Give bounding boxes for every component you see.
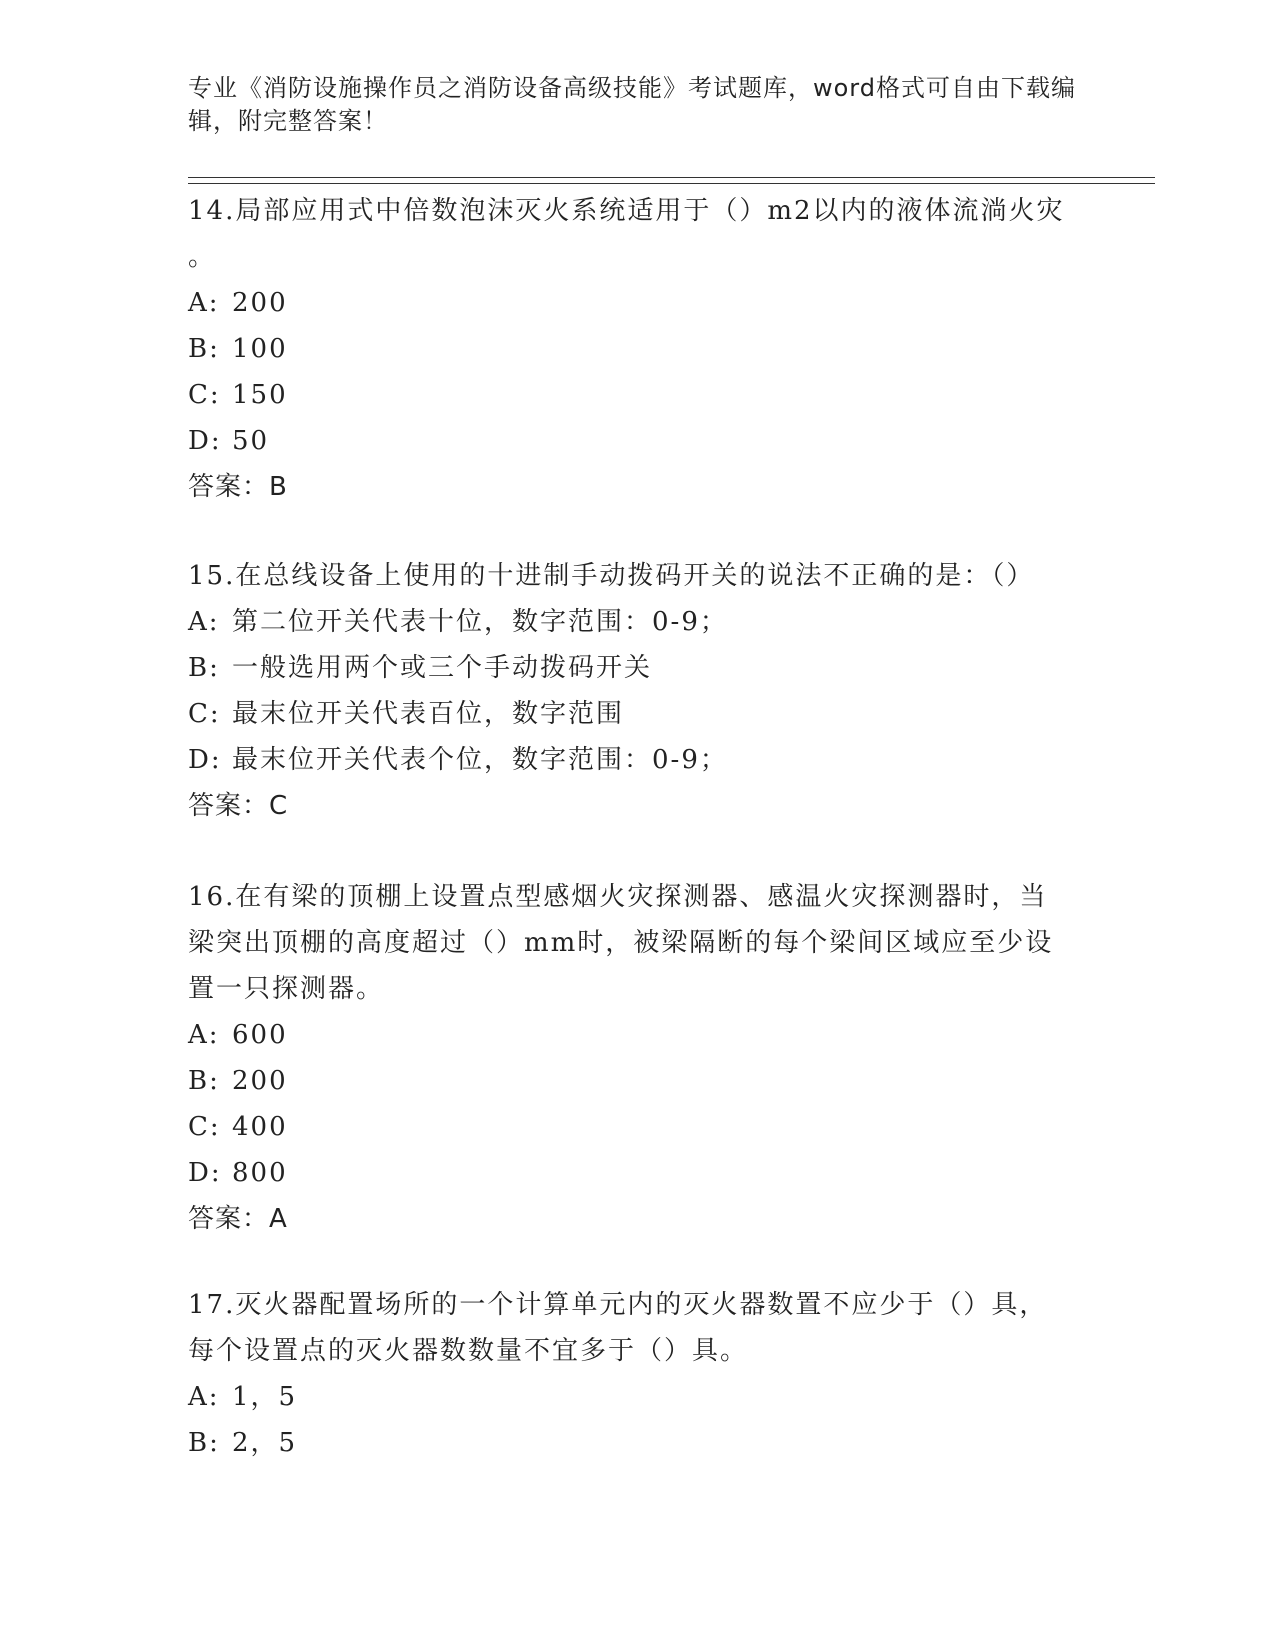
answer: 答案：B [188,472,288,502]
option-text: 一般选用两个或三个手动拨码开关 [232,653,653,683]
option-c [188,1104,1088,1150]
option-letter: B: [188,334,220,364]
option-text: 2，5 [232,1428,298,1458]
option-b [188,1420,1088,1466]
option-letter: D: [188,426,222,456]
option-letter: B: [188,1428,220,1458]
option-letter: A: [188,288,220,318]
header-divider-bottom [188,183,1155,184]
option-text: 400 [232,1112,288,1142]
question-stem-line: 14.局部应用式中倍数泡沫灭火系统适用于（）m2以内的液体流淌火灾 [188,196,1065,226]
option-b [188,326,1088,372]
question-16 [188,874,1088,1242]
option-text: 第二位开关代表十位，数字范围：0-9； [232,607,728,637]
option-text: 600 [232,1020,288,1050]
question-stem-line: 每个设置点的灭火器数数量不宜多于（）具。 [188,1336,749,1366]
option-letter: C: [188,1112,221,1142]
option-letter: D: [188,745,222,775]
question-stem-line: 梁突出顶棚的高度超过（）mm时，被梁隔断的每个梁间区域应至少设 [188,928,1054,958]
option-d [188,1150,1088,1196]
option-b [188,645,1088,691]
header-line-1: 专业《消防设施操作员之消防设备高级技能》考试题库，word格式可自由下载编 [188,74,1076,102]
question-stem-line: 。 [188,242,217,272]
option-text: 50 [232,426,270,456]
option-text: 1，5 [232,1382,298,1412]
question-stem-line: 置一只探测器。 [188,974,385,1004]
question-15 [188,553,1088,829]
option-letter: C: [188,380,221,410]
option-text: 最末位开关代表个位，数字范围：0-9； [232,745,728,775]
option-letter: A: [188,607,220,637]
option-a [188,280,1088,326]
question-stem-line: 16.在有梁的顶棚上设置点型感烟火灾探测器、感温火灾探测器时，当 [188,882,1048,912]
option-text: 最末位开关代表百位，数字范围 [232,699,625,729]
option-b [188,1058,1088,1104]
option-letter: C: [188,699,221,729]
option-a [188,1012,1088,1058]
question-14 [188,188,1088,510]
header-line-2: 辑，附完整答案！ [188,107,388,135]
option-letter: A: [188,1382,220,1412]
option-c [188,691,1088,737]
option-letter: B: [188,1066,220,1096]
answer: 答案：A [188,1204,288,1234]
header-divider-top [188,177,1155,178]
option-letter: D: [188,1158,222,1188]
option-a [188,1374,1088,1420]
question-stem-line: 17.灭火器配置场所的一个计算单元内的灭火器数置不应少于（）具， [188,1290,1048,1320]
option-text: 800 [232,1158,288,1188]
option-text: 200 [232,1066,288,1096]
question-17 [188,1282,1088,1466]
document-header [188,72,1088,138]
option-text: 200 [232,288,288,318]
option-a [188,599,1088,645]
question-stem-line: 15.在总线设备上使用的十进制手动拨码开关的说法不正确的是：（） [188,561,1035,591]
option-c [188,372,1088,418]
option-letter: B: [188,653,220,683]
option-d [188,737,1088,783]
option-d [188,418,1088,464]
option-text: 150 [232,380,288,410]
answer: 答案：C [188,791,289,821]
option-text: 100 [232,334,288,364]
option-letter: A: [188,1020,220,1050]
